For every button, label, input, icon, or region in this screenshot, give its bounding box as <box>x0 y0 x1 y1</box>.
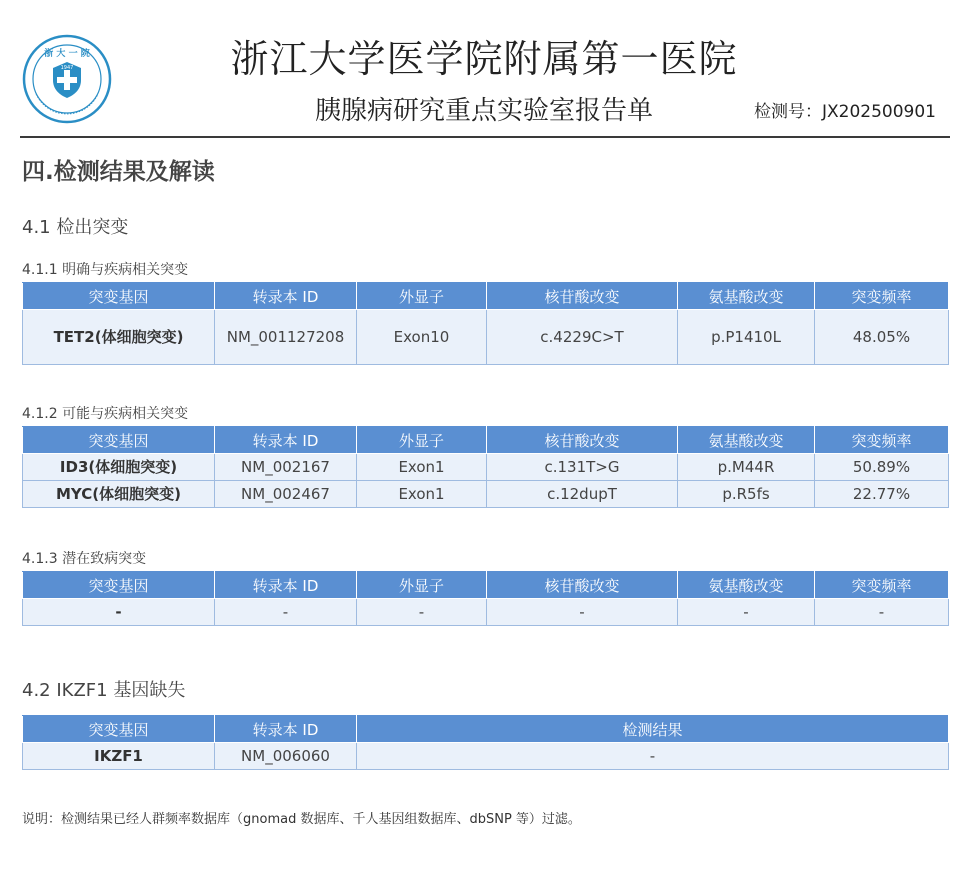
col-freq: 突变频率 <box>815 572 949 599</box>
table-header-row <box>23 716 949 743</box>
col-result: 检测结果 <box>357 716 949 743</box>
report-header <box>0 0 968 140</box>
svg-text:浙 大 一 院: 浙 大 一 院 <box>44 49 90 59</box>
cell-amino: - <box>678 599 815 626</box>
cell-freq: 22.77% <box>815 481 949 508</box>
col-gene: 突变基因 <box>23 572 215 599</box>
cell-exon: Exon1 <box>357 454 487 481</box>
cell-amino: p.P1410L <box>678 310 815 365</box>
col-gene: 突变基因 <box>23 716 215 743</box>
table-title-4-1-1: 4.1.1 明确与疾病相关突变 <box>22 262 189 278</box>
cell-freq: - <box>815 599 949 626</box>
mutation-table-definite <box>22 282 949 365</box>
col-nucleotide: 核苷酸改变 <box>487 427 678 454</box>
header-divider <box>20 136 950 138</box>
footnote: 说明：检测结果已经人群频率数据库（gnomad 数据库、千人基因组数据库、dbSNP 等）过滤。 <box>22 812 581 827</box>
cell-transcript: NM_002467 <box>215 481 357 508</box>
mutation-table-possible <box>22 426 949 508</box>
table-row <box>23 743 949 770</box>
table-header-row <box>23 572 949 599</box>
cell-transcript: NM_006060 <box>215 743 357 770</box>
table-row <box>23 599 949 626</box>
table-header-row <box>23 427 949 454</box>
cell-nucleotide: c.12dupT <box>487 481 678 508</box>
cell-exon: Exon1 <box>357 481 487 508</box>
section-title: 四.检测结果及解读 <box>22 159 215 185</box>
col-amino: 氨基酸改变 <box>678 283 815 310</box>
cell-transcript: NM_002167 <box>215 454 357 481</box>
report-number-value: JX202500901 <box>821 102 936 122</box>
cell-nucleotide: - <box>487 599 678 626</box>
cell-freq: 48.05% <box>815 310 949 365</box>
col-exon: 外显子 <box>357 572 487 599</box>
col-amino: 氨基酸改变 <box>678 427 815 454</box>
cell-nucleotide: c.131T>G <box>487 454 678 481</box>
cell-transcript: NM_001127208 <box>215 310 357 365</box>
col-freq: 突变频率 <box>815 427 949 454</box>
cell-nucleotide: c.4229C>T <box>487 310 678 365</box>
col-transcript: 转录本 ID <box>215 572 357 599</box>
col-transcript: 转录本 ID <box>215 283 357 310</box>
report-title: 胰腺病研究重点实验室报告单 <box>314 96 653 126</box>
col-nucleotide: 核苷酸改变 <box>487 283 678 310</box>
table-row <box>23 454 949 481</box>
col-gene: 突变基因 <box>23 283 215 310</box>
col-exon: 外显子 <box>357 427 487 454</box>
cell-exon: Exon10 <box>357 310 487 365</box>
ikzf1-table <box>22 715 949 770</box>
cell-transcript: - <box>215 599 357 626</box>
cell-exon: - <box>357 599 487 626</box>
report-number <box>754 97 936 122</box>
subsection-title-4-1: 4.1 检出突变 <box>22 217 129 238</box>
col-transcript: 转录本 ID <box>215 716 357 743</box>
cell-freq: 50.89% <box>815 454 949 481</box>
table-row <box>23 310 949 365</box>
cell-amino: p.R5fs <box>678 481 815 508</box>
report-number-label: 检测号： <box>753 102 822 122</box>
col-transcript: 转录本 ID <box>215 427 357 454</box>
hospital-name: 浙江大学医学院附属第一医院 <box>230 37 738 81</box>
subsection-title-4-2: 4.2 IKZF1 基因缺失 <box>22 680 186 701</box>
table-row <box>23 481 949 508</box>
cell-amino: p.M44R <box>678 454 815 481</box>
col-freq: 突变频率 <box>815 283 949 310</box>
cell-gene: ID3(体细胞突变) <box>23 454 215 481</box>
cell-result: - <box>357 743 949 770</box>
cell-gene: TET2(体细胞突变) <box>23 310 215 365</box>
col-nucleotide: 核苷酸改变 <box>487 572 678 599</box>
cell-gene: - <box>23 599 215 626</box>
col-amino: 氨基酸改变 <box>678 572 815 599</box>
table-header-row <box>23 283 949 310</box>
svg-text:1947: 1947 <box>60 65 74 71</box>
table-title-4-1-3: 4.1.3 潜在致病突变 <box>22 551 147 567</box>
col-gene: 突变基因 <box>23 427 215 454</box>
col-exon: 外显子 <box>357 283 487 310</box>
mutation-table-potential <box>22 571 949 626</box>
table-title-4-1-2: 4.1.2 可能与疾病相关突变 <box>22 406 189 422</box>
cell-gene: IKZF1 <box>23 743 215 770</box>
cell-gene: MYC(体细胞突变) <box>23 481 215 508</box>
